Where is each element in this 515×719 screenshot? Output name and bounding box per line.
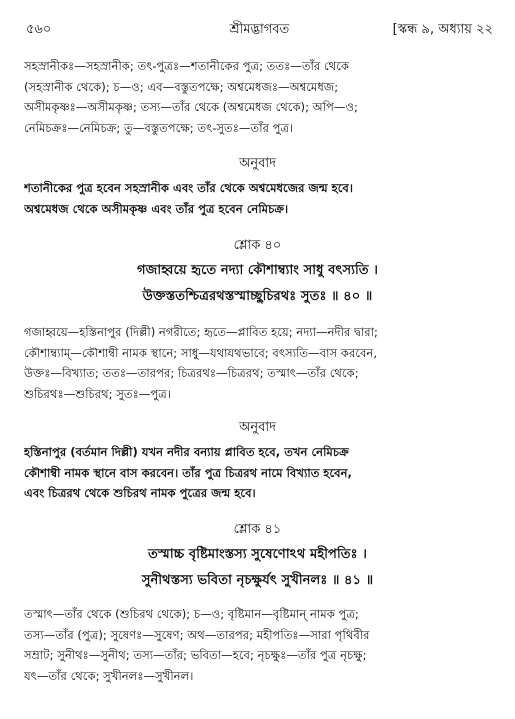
- translation-block: [24, 178, 498, 219]
- synonym-line: কৌশাম্ব্যাম্—কৌশাম্বী নামক স্থানে; সাধু—যথাযথভাবে; বৎস্যতি—বাস করবেন,: [24, 345, 378, 360]
- synonyms-block-top: [24, 56, 498, 138]
- chapter-location: [স্কন্ধ ৯, অধ্যায় ২২: [392, 22, 493, 37]
- translation-line: হস্তিনাপুর (বর্তমান দিল্লী) যখন নদীর বন্যায় প্লাবিত হবে, তখন নেমিচক্র: [24, 445, 349, 459]
- book-title: শ্রীমদ্ভাগবত: [229, 22, 290, 37]
- synonyms-block-40: [24, 322, 498, 404]
- translation-block: [24, 442, 498, 504]
- translation-line: শতানীকের পুত্র হবেন সহস্রানীক এবং তাঁর থেকে অশ্বমেধজের জন্ম হবে।: [24, 181, 354, 195]
- synonym-line: সহস্রানীকঃ—সহস্রানীক; তৎ-পুত্রঃ—শতানীকের পুত্র; ততঃ—তাঁর থেকে: [24, 59, 349, 73]
- synonym-line: অসীমকৃষ্ণঃ—অসীমকৃষ্ণ; তস্য—তাঁর থেকে (অশ্বমেধজ থেকে); অপি—ও;: [24, 100, 358, 114]
- page-number: ৫৬০: [26, 22, 52, 37]
- page-header: [26, 20, 493, 42]
- translation-line: কৌশাম্বী নামক স্থানে বাস করবেন। তাঁর পুত্র চিত্ররথ নামে বিখ্যাত হবেন,: [24, 465, 352, 480]
- synonym-line: যৎ—তাঁর থেকে; সুখীনলঃ—সুখীনল।: [24, 668, 194, 683]
- synonym-line: তস্মাৎ—তাঁর থেকে (শুচিরথ থেকে); চ—ও; বৃষ্টিমান—বৃষ্টিমান্‌ নামক পুত্র;: [24, 607, 359, 621]
- verse-heading: শ্লোক ৪১: [233, 522, 282, 537]
- synonym-line: তস্য—তাঁর (পুত্র); সুষেণঃ—সুষেণ; অথ—তারপর; মহীপতিঃ—সারা পৃথিবীর: [24, 627, 370, 642]
- translation-heading: অনুবাদ: [239, 420, 276, 435]
- synonyms-block-41: [24, 604, 498, 686]
- translation-line: এবং চিত্ররথ থেকে শুচিরথ নামক পুত্রের জন্ম হবে।: [24, 486, 256, 500]
- verse-line: তস্মাচ্চ বৃষ্টিমাংস্তস্য সুষেণোঽথ মহীপতিঃ ।: [148, 547, 367, 562]
- verse-line: উক্তস্ততশ্চিত্ররথস্তস্মাচ্ছুচিরথঃ সুতঃ ॥ ৪০ ॥: [142, 289, 373, 304]
- synonym-line: নেমিচক্রঃ—নেমিচক্র; তু—বস্তুতপক্ষে; তৎ-সুতঃ—তাঁর পুত্র।: [24, 120, 294, 135]
- synonym-line: (সহস্রানীক থেকে); চ—ও; এব—বস্তুতপক্ষে; অশ্বমেধজঃ—অশ্বমেধজ;: [24, 79, 339, 94]
- synonym-line: উক্তঃ—বিখ্যাত; ততঃ—তারপর; চিত্ররথঃ—চিত্ররথ; তস্মাৎ—তাঁর থেকে;: [24, 366, 359, 380]
- translation-heading: অনুবাদ: [239, 156, 276, 171]
- synonym-line: সম্রাট; সুনীথঃ—সুনীথ; তস্য—তাঁর; ভবিতা—হবে; নৃচক্ষুঃ—তাঁর পুত্র নৃচক্ষু;: [24, 648, 367, 662]
- verse-heading: শ্লোক ৪০: [233, 238, 282, 253]
- synonym-line: শুচিরথঃ—শুচিরথ; সুতঃ—পুত্র।: [24, 386, 171, 401]
- synonym-line: গজাহ্বয়ে—হস্তিনাপুর (দিল্লী) নগরীতে; হৃতে—প্লাবিত হয়ে; নদ্যা—নদীর দ্বারা;: [24, 325, 378, 339]
- translation-line: অশ্বমেধজ থেকে অসীমকৃষ্ণ এবং তাঁর পুত্র হবেন নেমিচক্র।: [24, 201, 289, 216]
- verse-line: সুনীথস্তস্য ভবিতা নৃচক্ষুর্যৎ সুখীনলঃ ॥ ৪১ ॥: [141, 573, 374, 588]
- verse-line: গজাহ্বয়ে হৃতে নদ্যা কৌশাম্ব্যাং সাধু বৎস্যতি ।: [136, 263, 378, 278]
